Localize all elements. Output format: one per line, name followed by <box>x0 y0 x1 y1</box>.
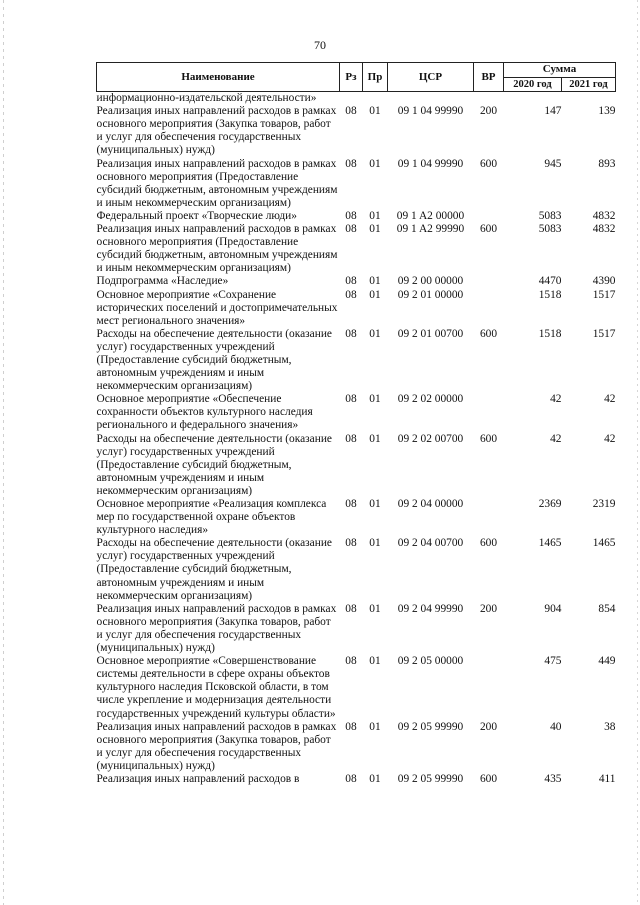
cell-2021: 38 <box>604 720 616 733</box>
cell-csr: 09 2 05 99990 <box>397 720 464 733</box>
cell-pr: 01 <box>369 209 381 222</box>
cell-name: Расходы на обеспечение деятельности (оказание услуг) государственных учреждений (Предоставление субсидий бюджетным, автономным учреждениям и иным некоммерческим организациям) <box>96 432 332 497</box>
cell-name: Основное мероприятие «Обеспечение сохранности объектов культурного наследия регионального и федерального значения» <box>96 393 313 432</box>
cell-vr: 200 <box>479 105 498 118</box>
table-row <box>97 603 616 655</box>
cell-2020: 147 <box>544 105 562 118</box>
scan-edge-right <box>637 0 638 905</box>
cell-pr: 01 <box>369 393 381 406</box>
header-sum: Сумма <box>504 63 616 78</box>
cell-2021: 42 <box>604 393 616 406</box>
cell-name: Подпрограмма «Наследие» <box>96 275 229 288</box>
cell-rz: 08 <box>345 209 357 222</box>
header-pr: Пр <box>363 63 388 92</box>
cell-rz: 08 <box>345 498 357 510</box>
cell-csr: 09 1 A2 00000 <box>396 209 465 222</box>
cell-rz: 08 <box>345 223 357 236</box>
cell-vr: 600 <box>479 327 498 340</box>
cell-vr: 600 <box>479 432 498 445</box>
cell-csr: 09 2 01 00000 <box>397 288 464 301</box>
cell-csr: 09 2 05 00000 <box>397 655 464 668</box>
cell-csr: 09 2 00 00000 <box>397 275 464 288</box>
cell-name: информационно-издательской деятельности» <box>96 92 317 105</box>
cell-vr: 600 <box>479 157 498 170</box>
header-name: Наименование <box>97 63 340 92</box>
cell-2021: 449 <box>598 655 616 668</box>
cell-vr <box>474 655 504 720</box>
cell-name: Реализация иных направлений расходов в рамках основного мероприятия (Закупка товаров, работ и услуг для обеспечения государственных (муниципальных) нужд) <box>96 602 337 655</box>
budget-table <box>96 62 616 786</box>
header-vr: ВР <box>474 63 504 92</box>
cell-csr: 09 2 04 00700 <box>397 537 464 550</box>
cell-csr: 09 2 01 00700 <box>397 327 464 340</box>
table-row <box>97 721 616 773</box>
cell-pr: 01 <box>369 275 381 288</box>
cell-name: Реализация иных направлений расходов в рамках основного мероприятия (Закупка товаров, работ и услуг для обеспечения государственных (муниципальных) нужд) <box>96 105 337 157</box>
cell-vr: 200 <box>479 720 498 733</box>
cell-rz: 08 <box>345 720 357 733</box>
cell-2020: 1465 <box>538 537 562 550</box>
cell-vr <box>474 92 504 106</box>
cell-name: Реализация иных направлений расходов в рамках основного мероприятия (Предоставление субсидий бюджетным, автономным учреждениям и иным некоммерческим организациям) <box>96 157 338 209</box>
cell-vr: 600 <box>479 537 498 550</box>
cell-2021: 2319 <box>592 498 616 510</box>
cell-2021 <box>562 92 616 106</box>
cell-rz: 08 <box>345 327 357 340</box>
cell-2021: 1517 <box>592 327 616 340</box>
cell-name: Основное мероприятие «Реализация комплекса мер по государственной охране объектов культурного наследия» <box>96 498 327 537</box>
cell-csr: 09 1 A2 99990 <box>396 223 465 236</box>
cell-2020: 1518 <box>538 288 562 301</box>
cell-rz: 08 <box>345 393 357 406</box>
cell-name: Расходы на обеспечение деятельности (оказание услуг) государственных учреждений (Предоставление субсидий бюджетным, автономным учреждениям и иным некоммерческим организациям) <box>96 537 332 602</box>
table-row <box>97 92 616 106</box>
cell-rz: 08 <box>345 157 357 170</box>
cell-name: Основное мероприятие «Совершенствование системы деятельности в сфере охраны объектов культурного наследия Псковской области, в том числе укрепление и модернизация деятельности государственных учреждений культуры области» <box>96 655 336 720</box>
cell-vr <box>474 275 504 288</box>
table-row <box>97 433 616 498</box>
cell-rz: 08 <box>345 772 357 785</box>
cell-name: Реализация иных направлений расходов в рамках основного мероприятия (Предоставление субсидий бюджетным, автономным учреждениям и иным некоммерческим организациям) <box>96 223 338 275</box>
cell-2020: 1518 <box>538 327 562 340</box>
cell-2021: 893 <box>598 157 616 170</box>
table-header <box>97 63 616 92</box>
page-number: 70 <box>314 38 326 52</box>
cell-pr: 01 <box>369 157 381 170</box>
cell-vr: 600 <box>479 223 498 236</box>
cell-rz: 08 <box>345 288 357 301</box>
cell-pr: 01 <box>369 327 381 340</box>
cell-pr: 01 <box>369 105 381 118</box>
cell-2021: 4832 <box>592 223 616 236</box>
cell-csr: 09 2 04 99990 <box>397 602 464 615</box>
cell-rz: 08 <box>345 602 357 615</box>
cell-name: Расходы на обеспечение деятельности (оказание услуг) государственных учреждений (Предоставление субсидий бюджетным, автономным учреждениям и иным некоммерческим организациям) <box>96 327 332 393</box>
cell-2020 <box>504 92 562 106</box>
cell-name: Реализация иных направлений расходов в рамках основного мероприятия (Закупка товаров, работ и услуг для обеспечения государственных (муниципальных) нужд) <box>96 720 337 772</box>
cell-csr: 09 2 02 00000 <box>397 393 464 406</box>
cell-name: Основное мероприятие «Сохранение исторических поселений и достопримечательных мест регионального значения» <box>96 288 338 327</box>
cell-vr: 200 <box>479 602 498 615</box>
cell-2021: 4390 <box>592 275 616 288</box>
cell-2020: 2369 <box>538 498 562 510</box>
cell-vr: 600 <box>479 772 498 785</box>
cell-pr: 01 <box>369 537 381 550</box>
cell-csr: 09 2 04 00000 <box>397 498 464 510</box>
cell-pr: 01 <box>369 602 381 615</box>
cell-pr: 01 <box>369 223 381 236</box>
cell-2020: 4470 <box>538 275 562 288</box>
cell-2021: 1465 <box>592 537 616 550</box>
cell-vr <box>474 498 504 537</box>
cell-csr: 09 1 04 99990 <box>397 157 464 170</box>
header-2020: 2020 год <box>504 78 562 92</box>
cell-vr <box>474 289 504 328</box>
cell-pr: 01 <box>369 498 381 510</box>
table-row <box>97 289 616 328</box>
cell-2020: 40 <box>550 720 562 733</box>
cell-csr: 09 1 04 99990 <box>397 105 464 118</box>
cell-pr: 01 <box>369 432 381 445</box>
cell-rz: 08 <box>345 275 357 288</box>
cell-2020: 945 <box>544 157 562 170</box>
header-rz: Рз <box>340 63 363 92</box>
cell-name: Федеральный проект «Творческие люди» <box>96 209 297 222</box>
table-row <box>97 105 616 157</box>
cell-2020: 904 <box>544 602 562 615</box>
table-row <box>97 210 616 223</box>
cell-2020: 5083 <box>538 223 562 236</box>
cell-name: Реализация иных направлений расходов в <box>96 772 300 785</box>
table-row <box>97 655 616 720</box>
scan-edge-left <box>3 0 4 905</box>
table-row <box>97 498 616 537</box>
table-row <box>97 158 616 210</box>
table-row <box>97 275 616 288</box>
cell-rz: 08 <box>345 655 357 668</box>
cell-2020: 42 <box>550 393 562 406</box>
cell-pr <box>363 92 388 106</box>
table-row <box>97 328 616 393</box>
cell-vr <box>474 210 504 223</box>
table-row <box>97 537 616 602</box>
cell-vr <box>474 393 504 432</box>
cell-2020: 42 <box>550 432 562 445</box>
table-row <box>97 393 616 432</box>
cell-2021: 411 <box>598 772 616 785</box>
cell-2021: 4832 <box>592 209 616 222</box>
cell-pr: 01 <box>369 772 381 785</box>
cell-csr <box>388 92 474 106</box>
cell-2020: 5083 <box>538 209 562 222</box>
cell-csr: 09 2 05 99990 <box>397 772 464 785</box>
cell-2021: 42 <box>604 432 616 445</box>
cell-2021: 139 <box>598 105 616 118</box>
cell-2020: 435 <box>544 772 562 785</box>
cell-rz: 08 <box>345 105 357 118</box>
cell-2021: 854 <box>598 602 616 615</box>
table-body <box>97 92 616 786</box>
cell-rz <box>340 92 363 106</box>
table-row <box>97 223 616 275</box>
table-row <box>97 773 616 786</box>
cell-csr: 09 2 02 00700 <box>397 432 464 445</box>
cell-pr: 01 <box>369 288 381 301</box>
cell-rz: 08 <box>345 432 357 445</box>
header-csr: ЦСР <box>388 63 474 92</box>
cell-pr: 01 <box>369 655 381 668</box>
header-2021: 2021 год <box>562 78 616 92</box>
cell-rz: 08 <box>345 537 357 550</box>
cell-2020: 475 <box>544 655 562 668</box>
cell-pr: 01 <box>369 720 381 733</box>
cell-2021: 1517 <box>592 288 616 301</box>
